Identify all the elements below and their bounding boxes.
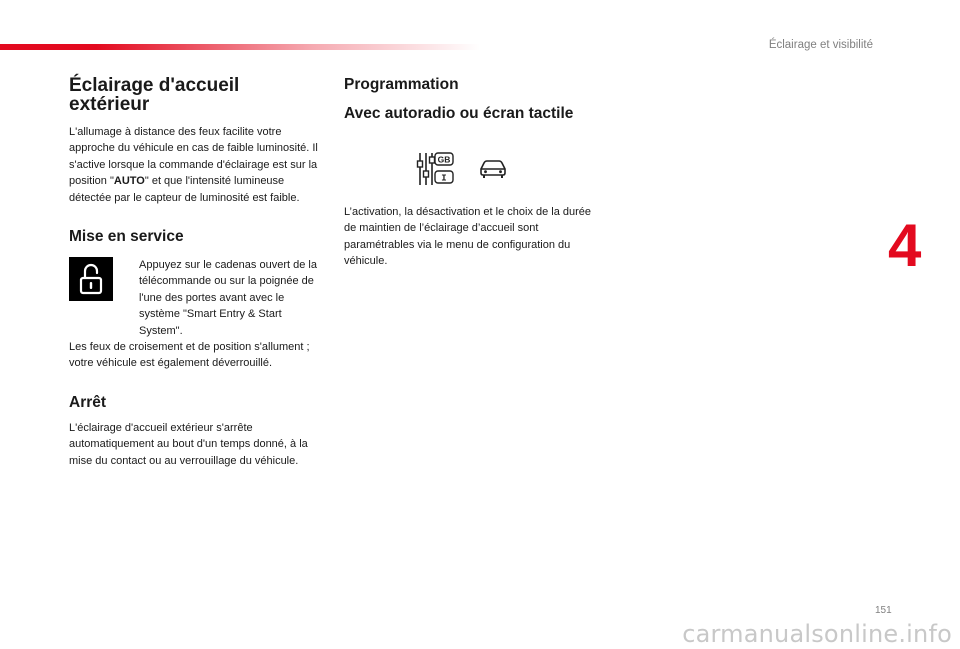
intro-text-before: L'allumage à distance des feux facilite votre approche du véhicule en cas de faible luminosité. Il s'active lorsque la commande d'éclairage est sur la position " — [69, 126, 318, 188]
page-title — [69, 76, 325, 114]
page-number: 151 — [875, 605, 892, 616]
settings-badge-bottom: I — [441, 173, 447, 184]
open-padlock-icon — [69, 257, 113, 301]
step-content — [123, 257, 325, 339]
intro-text-after: " et que l'intensité lumineuse détectée par le capteur de luminosité est faible. — [69, 175, 300, 204]
left-column — [69, 76, 325, 469]
page-title-line2: extérieur — [69, 94, 150, 115]
arret-paragraph: L'éclairage d'accueil extérieur s'arrête automatiquement au bout d'un temps donné, à la mise du contact ou au verrouillage du véhicule. — [69, 421, 308, 467]
intro-auto-label: AUTO — [113, 175, 145, 188]
step-bullet — [123, 257, 139, 339]
mise-result-paragraph: Les feux de croisement et de position s'allument ; votre véhicule est également déverrouillé. — [69, 341, 310, 370]
menu-icons — [416, 151, 508, 192]
programmation-heading: Programmation — [344, 76, 459, 93]
settings-badge-top: GB — [437, 154, 451, 165]
activation-step — [69, 257, 325, 339]
programmation-paragraph: L’activation, la désactivation et le choix de la durée de maintien de l’éclairage d’accueil sont paramétrables via le menu de configuration du véhicule. — [344, 206, 592, 268]
mise-en-service-heading: Mise en service — [69, 228, 184, 246]
car-icon — [478, 158, 508, 185]
intro-paragraph — [69, 124, 325, 206]
section-title: Éclairage et visibilité — [768, 39, 873, 51]
page-title-line1: Éclairage d'accueil — [69, 75, 240, 96]
header-accent-bar — [0, 44, 480, 50]
step-text: Appuyez sur le cadenas ouvert de la télécommande ou sur la poignée de l'une des portes avant avec le système "Smart Entry & Start System". — [139, 259, 317, 337]
watermark: carmanualsonline.info — [682, 620, 952, 648]
arret-heading: Arrêt — [69, 393, 107, 411]
autoradio-heading: Avec autoradio ou écran tactile — [344, 105, 574, 122]
settings-icon — [416, 151, 456, 192]
chapter-number: 4 — [888, 212, 922, 279]
